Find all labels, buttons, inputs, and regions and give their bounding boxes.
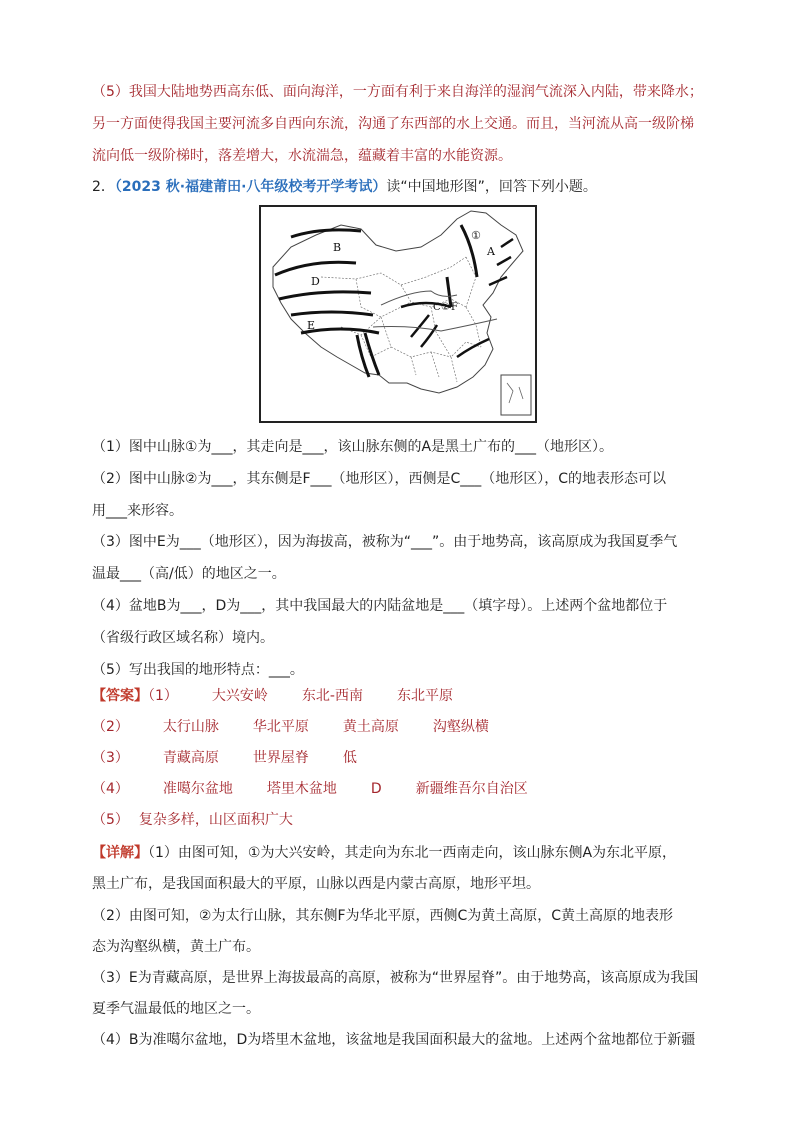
question-item-2b: 用___来形容。 bbox=[92, 503, 183, 519]
kunlun-range bbox=[279, 292, 371, 299]
answer-part: 青藏高原 bbox=[162, 750, 219, 766]
detail-line-7: （4）B为准噶尔盆地，D为塔里木盆地，该盆地是我国面积最大的盆地。上述两个盆地都位于新疆 bbox=[92, 1032, 696, 1048]
answer-part: 东北-西南 bbox=[301, 688, 363, 704]
question-item-3b: 温最___（高/低）的地区之一。 bbox=[92, 566, 286, 582]
answer-part: 华北平原 bbox=[252, 719, 309, 735]
detail-text: （1）由图可知，①为大兴安岭，其走向为东北一西南走向，该山脉东侧A为东北平原， bbox=[148, 845, 677, 861]
question-item-5: （5）写出我国的地形特点：___。 bbox=[92, 662, 304, 678]
label-c: C bbox=[433, 302, 441, 313]
answer-part: D bbox=[370, 781, 382, 797]
tanggula-range bbox=[291, 312, 373, 315]
altai-range bbox=[291, 230, 361, 237]
question-item-4a: （4）盆地B为___，D为___，其中我国最大的内陆盆地是___（填字母）。上述两个盆地都位于 bbox=[92, 598, 668, 614]
prev-answer-line-2: 另一方面使得我国主要河流多自西向东流，沟通了东西部的水上交通。而且，当河流从高一级阶梯 bbox=[92, 116, 694, 132]
detail-line-5: （3）E为青藏高原，是世界上海拔最高的高原，被称为“世界屋脊”。由于地势高，该高原成为我国 bbox=[92, 970, 699, 986]
detail-line-1 bbox=[92, 843, 676, 863]
inset-islands bbox=[507, 383, 523, 403]
question-prompt: 读“中国地形图”，回答下列小题。 bbox=[386, 179, 597, 195]
label-d: D bbox=[311, 275, 320, 288]
detail-line-4: 态为沟壑纵横，黄土广布。 bbox=[92, 939, 260, 955]
answer-part: 塔里木盆地 bbox=[266, 781, 337, 797]
tianshan-range bbox=[275, 262, 356, 275]
question-number: 2． bbox=[92, 179, 115, 195]
answer-row-5 bbox=[92, 810, 293, 830]
label-a: A bbox=[487, 245, 495, 258]
question-header bbox=[92, 177, 597, 197]
answer-row-3 bbox=[92, 748, 357, 768]
answer-num: （2） bbox=[92, 719, 129, 735]
answer-part: 准噶尔盆地 bbox=[162, 781, 233, 797]
answer-row-2 bbox=[92, 717, 489, 737]
answer-part: 新疆维吾尔自治区 bbox=[415, 781, 528, 797]
label-mountain-1: ① bbox=[471, 229, 481, 242]
prev-answer-line-3: 流向低一级阶梯时，落差增大，水流湍急，蕴藏着丰富的水能资源。 bbox=[92, 148, 512, 164]
label-b: B bbox=[333, 241, 342, 254]
answer-part: 低 bbox=[342, 750, 357, 766]
south-sea-inset bbox=[501, 375, 531, 415]
detail-line-6: 夏季气温最低的地区之一。 bbox=[92, 1001, 260, 1017]
answer-num: （4） bbox=[92, 781, 129, 797]
question-item-4b: （省级行政区域名称）境内。 bbox=[92, 630, 274, 646]
answer-part: 黄土高原 bbox=[342, 719, 399, 735]
answer-row-4 bbox=[92, 779, 528, 799]
answer-part: 东北平原 bbox=[396, 688, 453, 704]
detail-line-3: （2）由图可知，②为太行山脉，其东侧F为华北平原，西侧C为黄土高原，C黄土高原的地表形 bbox=[92, 908, 674, 924]
question-item-1: （1）图中山脉①为___，其走向是___，该山脉东侧的A是黑土广布的___（地形区）。 bbox=[92, 439, 614, 455]
label-mountain-2: ② bbox=[441, 302, 450, 313]
prev-answer-line-1: （5）我国大陆地势西高东低、面向海洋，一方面有利于来自海洋的湿润气流深入内陆，带来降水； bbox=[92, 84, 703, 100]
answer-part: 复杂多样，山区面积广大 bbox=[138, 812, 293, 828]
detail-tag: 【详解】 bbox=[92, 845, 148, 861]
china-terrain-map bbox=[259, 205, 537, 423]
detail-line-2: 黑土广布，是我国面积最大的平原，山脉以西是内蒙古高原，地形平坦。 bbox=[92, 876, 540, 892]
label-f: F bbox=[451, 302, 458, 313]
answer-num: （5） bbox=[92, 812, 129, 828]
answer-part: 大兴安岭 bbox=[211, 688, 268, 704]
province-borders bbox=[321, 257, 481, 382]
answer-row-1 bbox=[92, 686, 453, 706]
answer-part: 沟壑纵横 bbox=[432, 719, 489, 735]
china-outline bbox=[273, 211, 523, 393]
question-item-3a: （3）图中E为___（地形区），因为海拔高，被称为“___”。由于地势高，该高原成为我国夏季气 bbox=[92, 534, 678, 550]
central-ranges bbox=[411, 315, 437, 347]
answer-part: 太行山脉 bbox=[162, 719, 219, 735]
answer-tag: 【答案】 bbox=[92, 688, 148, 704]
southeast-ranges bbox=[457, 339, 489, 357]
question-source: （2023 秋·福建莆田·八年级校考开学考试） bbox=[114, 179, 387, 195]
answer-part: 世界屋脊 bbox=[252, 750, 309, 766]
answer-num: （3） bbox=[92, 750, 129, 766]
answer-num: （1） bbox=[148, 688, 178, 704]
label-e: E bbox=[307, 319, 316, 332]
question-item-2a: （2）图中山脉②为___，其东侧是F___（地形区），西侧是C___（地形区），C的地表形态可以 bbox=[92, 471, 667, 487]
